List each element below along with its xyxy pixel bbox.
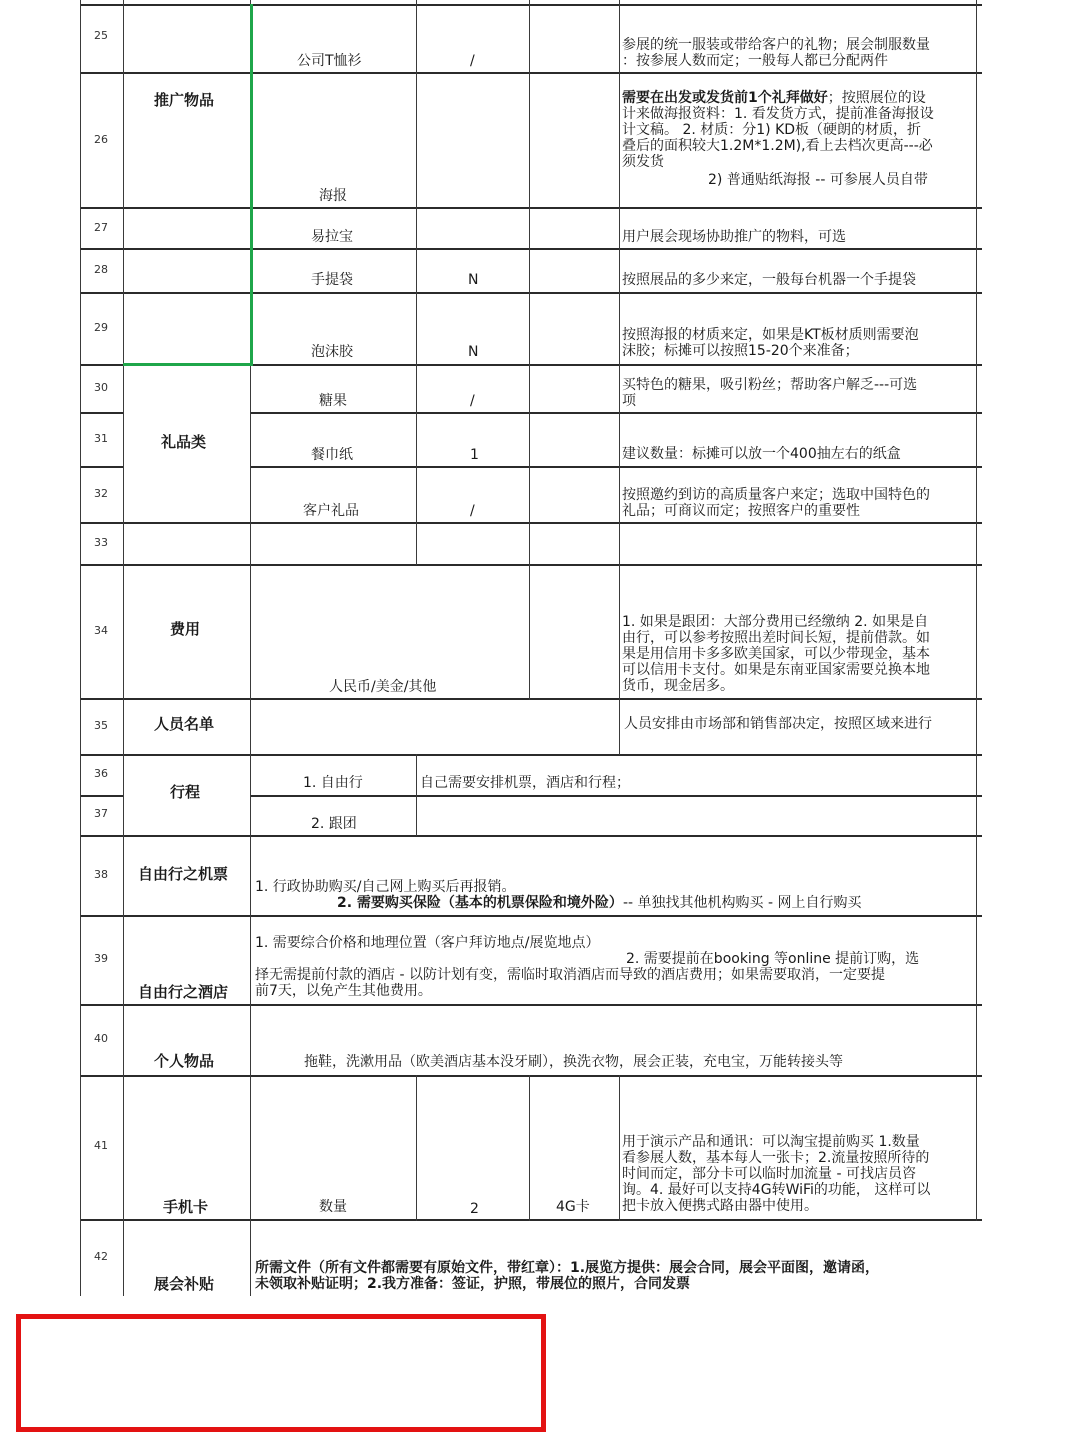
item-qty: N <box>468 272 479 288</box>
item-note: 2) 普通贴纸海报 -- 可参展人员自带 <box>708 172 928 188</box>
item-note: 自己需要安排机票，酒店和行程； <box>420 775 630 791</box>
row-number: 35 <box>94 719 108 732</box>
row-border <box>80 1075 982 1077</box>
item-note: 看参展人数，基本每人一张卡；2.流量按照所待的 <box>622 1150 930 1166</box>
col-border <box>619 0 620 565</box>
item-name: 糖果 <box>319 393 347 409</box>
item-name: 手提袋 <box>311 272 353 288</box>
row-number: 40 <box>94 1032 108 1045</box>
row-border <box>80 915 982 917</box>
row-border <box>250 795 982 797</box>
category-label: 展会补贴 <box>154 1275 215 1293</box>
row-border <box>80 207 982 209</box>
item-note: 果是用信用卡多多欧美国家，可以少带现金，基本 <box>622 646 930 662</box>
item-note: 货币，现金居多。 <box>622 678 734 694</box>
row-number: 25 <box>94 29 108 42</box>
item-name: 客户礼品 <box>303 503 359 519</box>
col-border <box>529 0 530 565</box>
row-border <box>80 754 982 756</box>
item-name: 泡沫胶 <box>311 344 353 360</box>
col-border <box>976 0 977 1221</box>
item-note-emphasis: 2. 需要购买保险（基本的机票保险和境外险） <box>337 895 623 911</box>
item-note-emphasis: 需要在出发或发货前1个礼拜做好 <box>622 90 828 106</box>
item-note: 未领取补贴证明；2.我方准备：签证，护照，带展位的照片，合同发票 <box>255 1276 691 1292</box>
item-note: 所需文件（所有文件都需要有原始文件，带红章）：1.展览方提供：展会合同，展会平面图，邀请函， <box>255 1260 880 1276</box>
item-note: 买特色的糖果，吸引粉丝；帮助客户解乏---可选 <box>622 377 918 393</box>
row-border <box>250 466 982 468</box>
row-number: 29 <box>94 321 108 334</box>
category-label: 个人物品 <box>154 1052 215 1070</box>
row-number: 30 <box>94 381 108 394</box>
item-note: 用于演示产品和通讯：可以淘宝提前购买 1.数量 <box>622 1134 920 1150</box>
row-number: 37 <box>94 807 108 820</box>
item-note: 用户展会现场协助推广的物料，可选 <box>622 229 846 245</box>
row-number: 26 <box>94 133 108 146</box>
item-note: 前7天，以免产生其他费用。 <box>255 983 432 999</box>
col-border <box>619 564 620 700</box>
col-border <box>80 0 81 1296</box>
col-border <box>619 698 620 755</box>
row-border <box>80 522 982 524</box>
row-number: 38 <box>94 868 108 881</box>
row-border <box>80 835 982 837</box>
item-note <box>337 895 861 911</box>
item-note <box>622 90 926 106</box>
item-qty: 1 <box>470 447 479 463</box>
row-border <box>80 795 124 797</box>
row-border <box>80 412 124 414</box>
item-note: 1. 行政协助购买/自己网上购买后再报销。 <box>255 879 516 895</box>
item-name: 2. 跟团 <box>311 816 357 832</box>
col-border <box>529 564 530 700</box>
item-note: 项 <box>622 393 636 409</box>
item-name: 数量 <box>319 1199 347 1215</box>
row-border <box>80 1219 982 1221</box>
item-note: 计文稿。 2. 材质：分1) KD板（硬朗的材质，折 <box>622 122 922 138</box>
item-note: 1. 需要综合价格和地理位置（客户拜访地点/展览地点） <box>255 935 600 951</box>
item-note: 建议数量：标摊可以放一个400抽左右的纸盒 <box>622 446 901 462</box>
col-border <box>416 1075 417 1221</box>
category-label: 自由行之机票 <box>138 865 229 883</box>
item-qty: N <box>468 344 479 360</box>
item-note: 参展的统一服装或带给客户的礼物；展会制服数量 <box>622 37 930 53</box>
row-border <box>80 292 982 294</box>
item-note-text: -- 单独找其他机构购买 - 网上自行购买 <box>622 895 862 911</box>
item-name: 餐巾纸 <box>311 447 353 463</box>
row-number: 34 <box>94 624 108 637</box>
item-note: 由行，可以参考按照出差时间长短，提前借款。如 <box>622 630 930 646</box>
row-number: 42 <box>94 1250 108 1263</box>
item-name: 人民币/美金/其他 <box>329 679 437 695</box>
row-number: 28 <box>94 263 108 276</box>
category-label: 行程 <box>170 783 201 801</box>
category-label: 礼品类 <box>161 433 207 451</box>
category-label: 自由行之酒店 <box>138 983 229 1001</box>
item-note: 叠后的面积较大1.2M*1.2M),看上去档次更高---必 <box>622 138 933 154</box>
item-note: 计来做海报资料：1. 看发货方式，提前准备海报设 <box>622 106 934 122</box>
row-border <box>250 412 982 414</box>
item-qty: 2 <box>470 1201 479 1217</box>
item-note: 礼品；可商议而定；按照客户的重要性 <box>622 503 860 519</box>
item-note: 2. 需要提前在booking 等online 提前订购，选 <box>626 951 920 967</box>
item-qty: / <box>470 53 475 69</box>
item-name: 易拉宝 <box>311 229 353 245</box>
row-border <box>80 698 982 700</box>
highlight-box <box>16 1314 546 1432</box>
merged-cell-outline <box>123 363 253 366</box>
item-name: 1. 自由行 <box>303 775 363 791</box>
item-qty: / <box>470 393 475 409</box>
category-label: 推广物品 <box>154 91 215 109</box>
row-border <box>80 248 982 250</box>
item-note: 把卡放入便携式路由器中使用。 <box>622 1198 818 1214</box>
row-number: 41 <box>94 1139 108 1152</box>
row-border <box>80 1004 982 1006</box>
item-note: ：按参展人数而定；一般每人都已分配两件 <box>622 53 888 69</box>
row-border <box>80 4 982 6</box>
item-note: 1. 如果是跟团：大部分费用已经缴纳 2. 如果是自 <box>622 614 929 630</box>
row-number: 32 <box>94 487 108 500</box>
category-label: 费用 <box>170 620 201 638</box>
item-note: 按照海报的材质来定，如果是KT板材质则需要泡 <box>622 327 919 343</box>
col-border <box>619 1075 620 1221</box>
item-note: 按照展品的多少来定，一般每台机器一个手提袋 <box>622 272 916 288</box>
col-border <box>416 754 417 836</box>
item-note: 须发货 <box>622 154 664 170</box>
merged-cell-outline <box>250 4 253 366</box>
col-border <box>123 0 124 1296</box>
row-border <box>80 72 982 74</box>
item-name: 公司T恤衫 <box>297 53 362 69</box>
item-note: 询。4. 最好可以支持4G转WiFi的功能， 这样可以 <box>622 1182 931 1198</box>
item-note: 拖鞋，洗漱用品（欧美酒店基本没牙刷），换洗衣物，展会正装，充电宝，万能转接头等 <box>304 1054 843 1070</box>
item-note: 按照邀约到访的高质量客户来定；选取中国特色的 <box>622 487 930 503</box>
row-number: 33 <box>94 536 108 549</box>
item-qty: / <box>470 503 475 519</box>
col-border <box>416 0 417 565</box>
item-note: 时间而定，部分卡可以临时加流量 - 可找店员咨 <box>622 1166 916 1182</box>
row-border <box>80 466 124 468</box>
row-number: 36 <box>94 767 108 780</box>
row-number: 27 <box>94 221 108 234</box>
item-type: 4G卡 <box>556 1199 590 1215</box>
item-note: 沫胶；标摊可以按照15-20个来准备； <box>622 343 859 359</box>
col-border <box>529 1075 530 1221</box>
item-note: 可以信用卡支付。如果是东南亚国家需要兑换本地 <box>622 662 930 678</box>
item-note: 择无需提前付款的酒店 - 以防计划有变，需临时取消酒店而导致的酒店费用；如果需要取消，一定要提 <box>255 967 885 983</box>
item-note: 人员安排由市场部和销售部决定，按照区域来进行 <box>624 716 932 732</box>
row-number: 31 <box>94 432 108 445</box>
row-border <box>80 564 982 566</box>
row-number: 39 <box>94 952 108 965</box>
category-label: 手机卡 <box>163 1198 209 1216</box>
item-note-text: ；按照展位的设 <box>827 90 926 106</box>
item-name: 海报 <box>319 188 347 204</box>
category-label: 人员名单 <box>154 715 215 733</box>
